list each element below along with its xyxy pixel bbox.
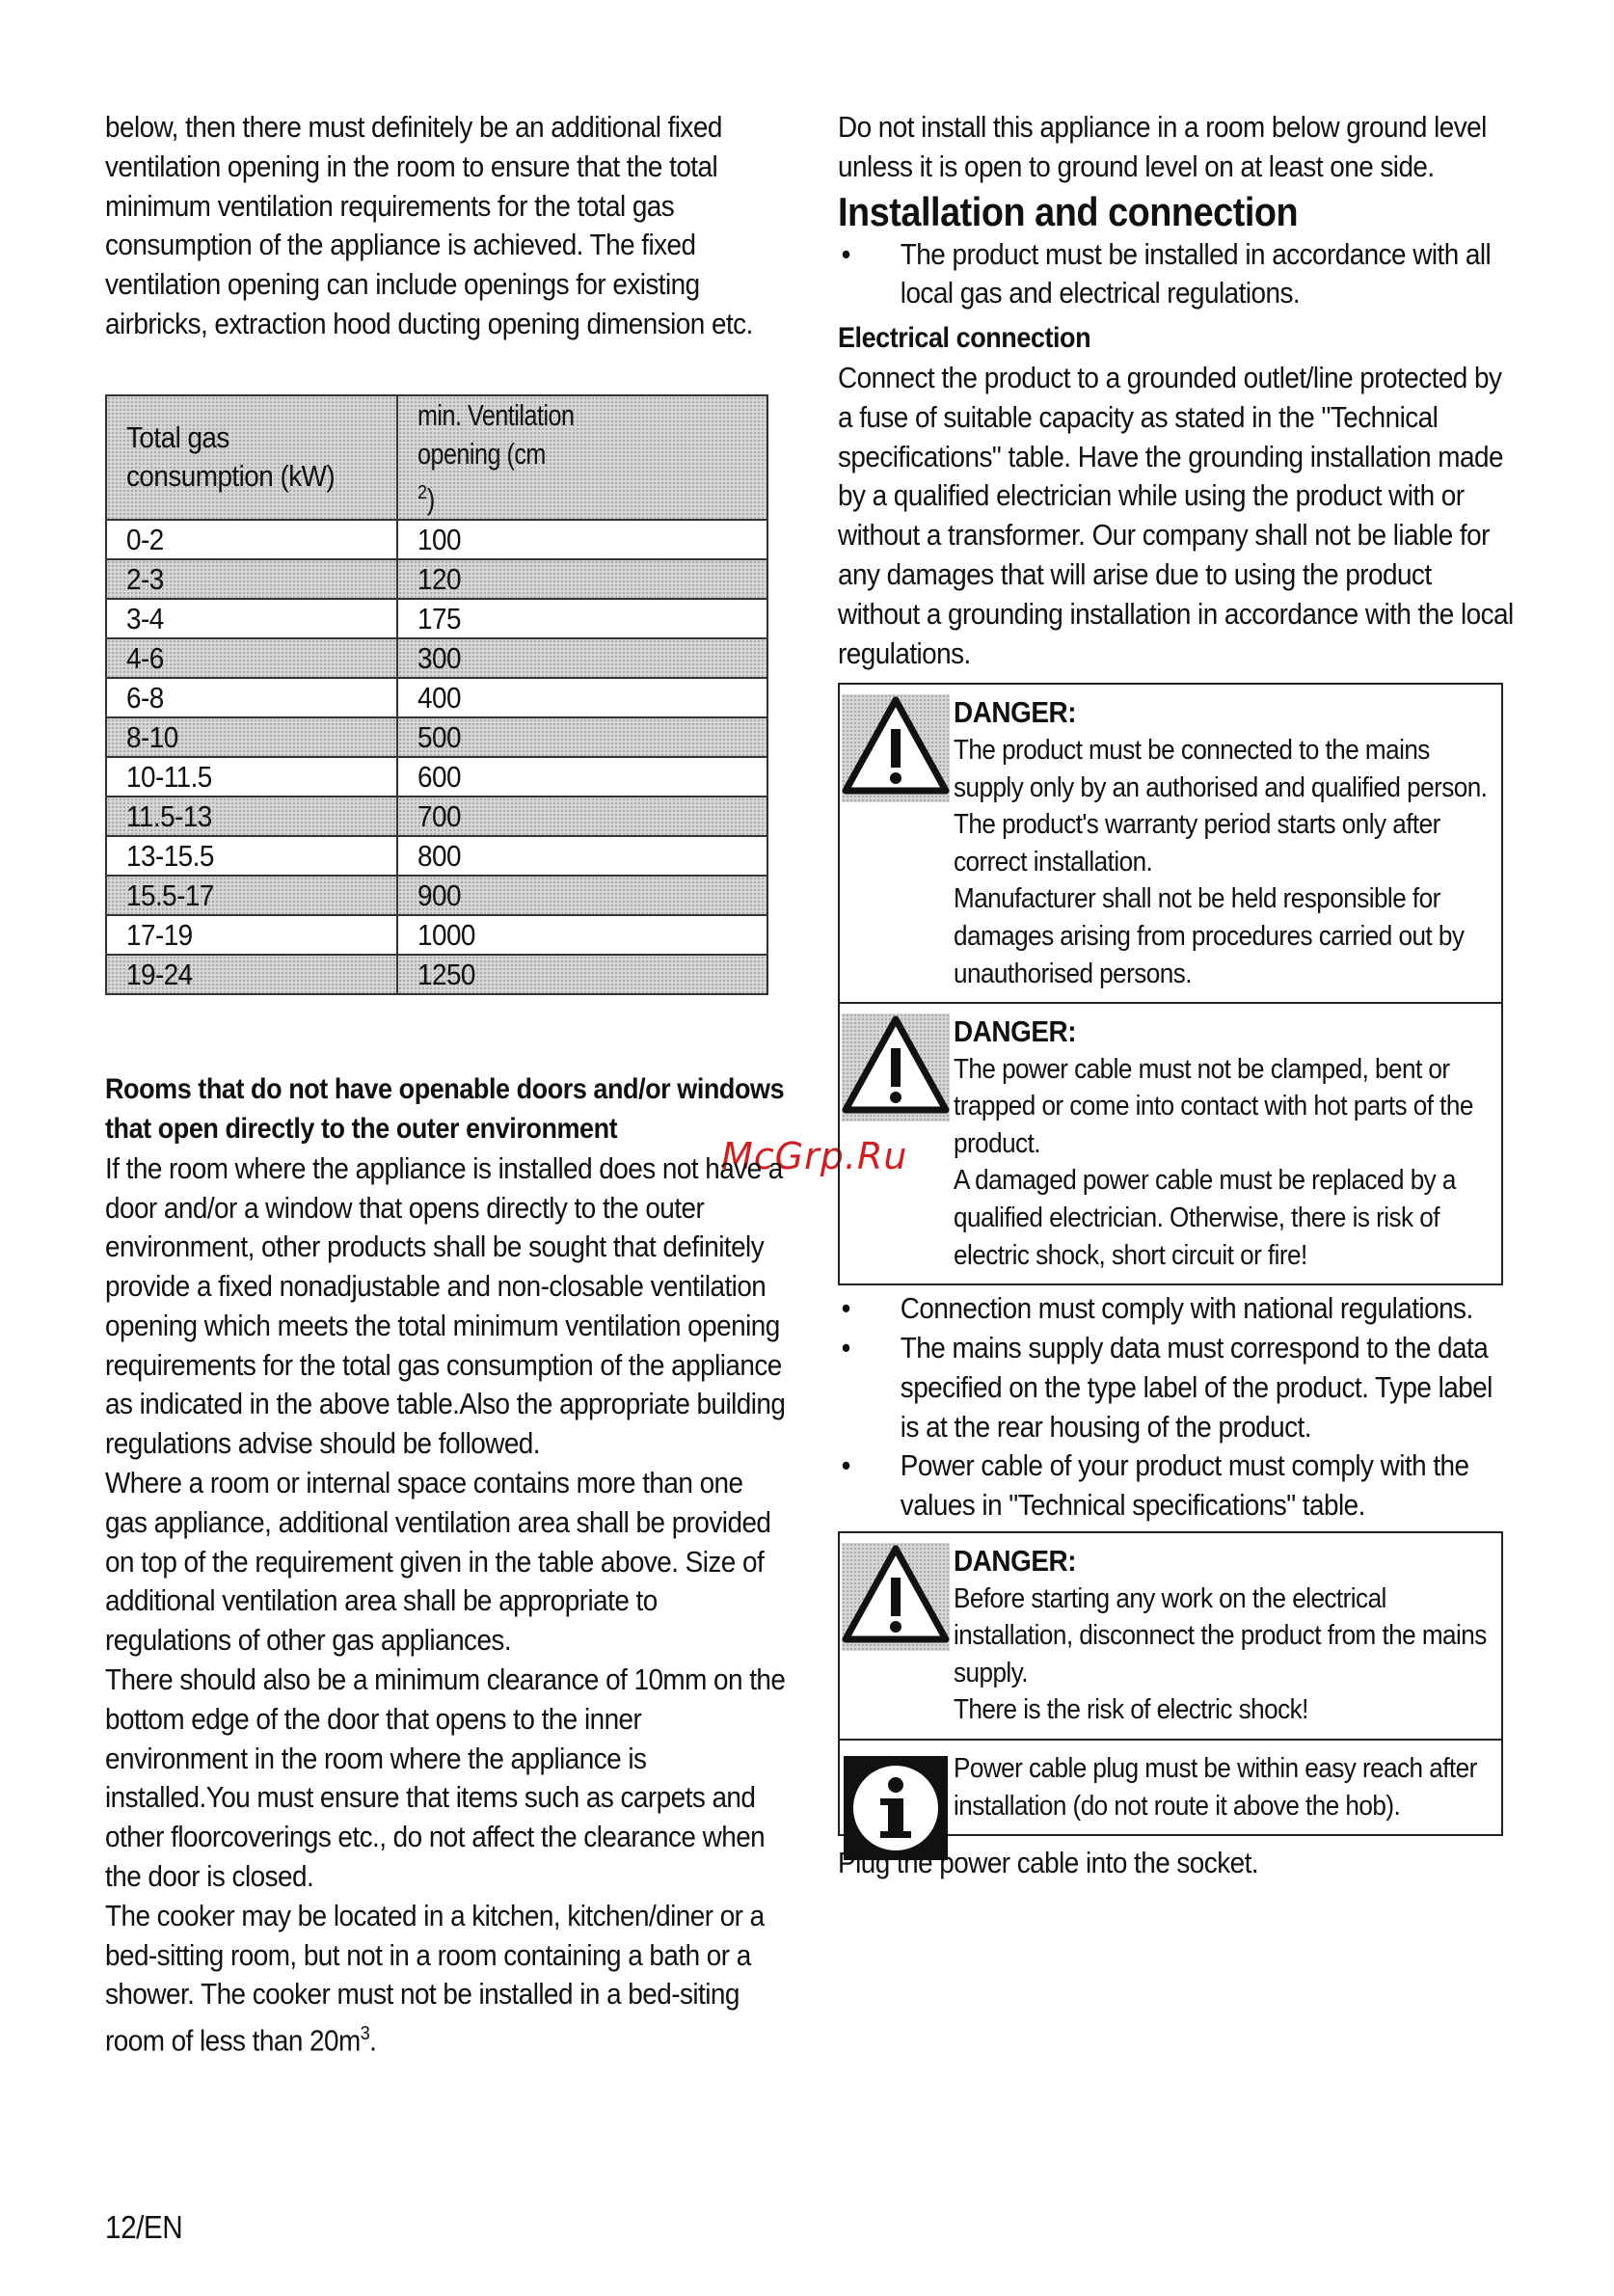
danger-title: DANGER:	[954, 1014, 1077, 1049]
warning-icon	[842, 1543, 950, 1651]
connection-bullet-list	[838, 1289, 1517, 1526]
table-row: 4-6 300	[106, 638, 767, 678]
list-item: • The mains supply data must correspond to the data specified on the type label of the product. Type label is at the rear housing of the product.	[841, 1331, 1493, 1444]
table-header-row	[106, 395, 767, 520]
table-row: 15.5-17 900	[106, 876, 767, 915]
install-bullet-list	[838, 235, 1517, 314]
danger-notice-3	[838, 1531, 1503, 1741]
danger-text: The power cable must not be clamped, bent or trapped or come into contact with hot parts of the product.	[954, 1053, 1473, 1159]
table-row: 8-10 500	[106, 717, 767, 757]
danger-text: Before starting any work on the electrical installation, disconnect the product from the mains supply.	[954, 1582, 1487, 1688]
rooms-paragraph-1: If the room where the appliance is installed does not have a door and/or a window that opens directly to the outer environment, other products shall be sought that definitely provide a fixed nonadjustable and non-closable ventilation opening which meets the total minimum ventilation opening requirements for the total gas consumption of the appliance as indicated in the above table.Also the appropriate building regulations advise should be followed.	[105, 1150, 786, 1461]
ventilation-table	[105, 394, 768, 995]
list-item: • Power cable of your product must comply with the values in "Technical specifications" table.	[841, 1448, 1469, 1523]
warning-icon	[842, 1013, 950, 1121]
table-row: 2-3 120	[106, 559, 767, 599]
danger-text: There is the risk of electric shock!	[954, 1694, 1308, 1726]
table-row: 3-4 175	[106, 599, 767, 638]
table-row: 11.5-13 700	[106, 797, 767, 836]
page-number: 12/EN	[105, 2209, 183, 2245]
table-row: 0-2 100	[106, 520, 767, 559]
table-row: 19-24 1250	[106, 955, 767, 994]
table-header-opening: min. Ventilation opening $(cm^2)$	[397, 395, 767, 520]
danger-notice-1	[838, 683, 1503, 1004]
rooms-paragraph-2: Where a room or internal space contains more than one gas appliance, additional ventilation area shall be provided on top of the requirement given in the table above. Size of additional ventilation area shall be appropriate to regulations of other gas appliances.	[105, 1466, 771, 1658]
info-text: Power cable plug must be within easy reach after installation (do not route it above the hob).	[954, 1753, 1477, 1822]
electrical-paragraph: Connect the product to a grounded outlet/line protected by a fuse of suitable capacity as stated in the "Technical specifications" table. Have the grounding installation made by a qualified electrician while using the product with or without a transformer. Our company shall not be liable for any damages that will arise due to using the product without a grounding installation in accordance with the local regulations.	[838, 360, 1514, 670]
warning-icon	[842, 694, 950, 802]
info-notice	[838, 1741, 1503, 1836]
left-column	[105, 108, 788, 2061]
table-row: 10-11.5 600	[106, 757, 767, 797]
installation-heading: Installation and connection	[838, 188, 1299, 234]
intro-paragraph: below, then there must definitely be an additional fixed ventilation opening in the room to ensure that the total minimum ventilation requirements for the total gas consumption of the appliance is achieved. The fixed ventilation opening can include openings for existing airbricks, extraction hood ducting opening dimension etc.	[105, 110, 753, 340]
danger-title: DANGER:	[954, 695, 1077, 730]
right-column	[838, 108, 1518, 1883]
danger-text: The product must be connected to the mains supply only by an authorised and qualified person. The product's warranty period starts only after correct installation.	[954, 734, 1488, 878]
rooms-paragraph-3: There should also be a minimum clearance of 10mm on the bottom edge of the door that opens to the inner environment in the room where the appliance is installed.You must ensure that items such as carpets and other floorcoverings etc., do not affect the clearance when the door is closed.	[105, 1662, 786, 1894]
rooms-heading: Rooms that do not have openable doors and/or windows that open directly to the outer environment	[105, 1073, 785, 1145]
rooms-paragraph-4: The cooker may be located in a kitchen, kitchen/diner or a bed-sitting room, but not in a room containing a bath or a shower. The cooker must not be installed in a bed-siting room of less than $20m^3$.	[105, 1898, 765, 2058]
danger-text: Manufacturer shall not be held responsible for damages arising from procedures carried out by unauthorised persons.	[954, 883, 1465, 989]
watermark: McGrp.Ru	[721, 1135, 908, 1177]
basement-paragraph: Do not install this appliance in a room below ground level unless it is open to ground level on at least one side.	[838, 110, 1487, 183]
plug-paragraph: Plug the power cable into the socket.	[838, 1846, 1259, 1880]
list-item: • The product must be installed in accordance with all local gas and electrical regulations.	[841, 236, 1492, 311]
table-row: 6-8 400	[106, 678, 767, 717]
danger-text: A damaged power cable must be replaced by a qualified electrician. Otherwise, there is risk of electric shock, short circuit or fire!	[954, 1165, 1456, 1271]
electrical-heading: Electrical connection	[838, 322, 1091, 355]
danger-notice-2	[838, 1004, 1503, 1285]
table-row: 13-15.5 800	[106, 836, 767, 876]
table-header-consumption: Total gas consumption (kW)	[106, 395, 397, 520]
list-item: • Connection must comply with national regulations.	[841, 1291, 1473, 1326]
table-row: 17-19 1000	[106, 915, 767, 955]
danger-title: DANGER:	[954, 1544, 1077, 1579]
